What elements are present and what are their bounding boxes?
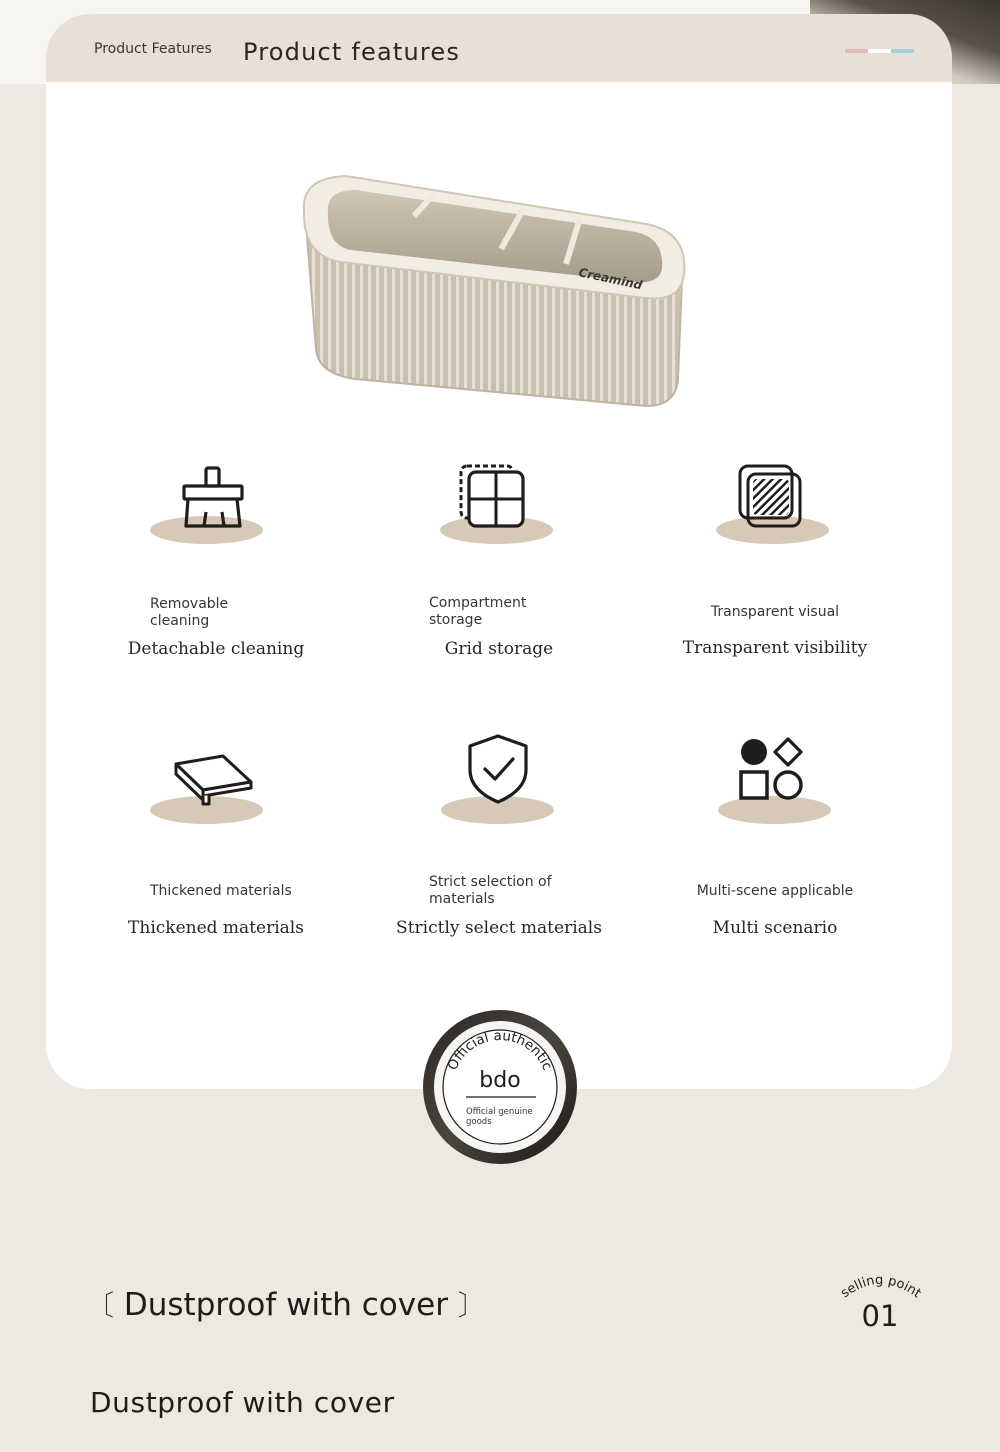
product-brand-text: Creamind: [577, 265, 644, 293]
color-bar-pink: [845, 49, 868, 53]
selling-point-label: selling point: [838, 1272, 924, 1302]
feature-small-label: Removable cleaning: [150, 596, 229, 629]
feature-big-label: Strictly select materials: [396, 918, 602, 938]
feature-small-label: Thickened materials: [150, 883, 292, 899]
bracket-left: 〔: [86, 1289, 115, 1322]
grid-icon: [459, 464, 539, 534]
header-big-title: Product features: [243, 38, 461, 66]
feature-small-label: Transparent visual: [710, 604, 840, 620]
card-header: [46, 14, 952, 82]
seal-brand: bdo: [479, 1068, 521, 1093]
brush-icon: [176, 464, 256, 534]
feature-small-label: Compartment storage: [429, 595, 527, 628]
section-title: [86, 1284, 486, 1324]
feature-big-label: Transparent visibility: [682, 638, 868, 658]
bracket-right: 〕: [457, 1289, 486, 1322]
feature-big-label: Grid storage: [444, 639, 554, 659]
selling-point-number: 01: [861, 1299, 899, 1333]
seal-arc-text: Official authentic: [444, 1027, 556, 1073]
features-card: [46, 14, 952, 1089]
header-color-bars: [845, 49, 914, 53]
feature-big-label: Thickened materials: [128, 918, 304, 938]
seal-note-line2: goods: [466, 1117, 492, 1127]
product-image: [296, 164, 696, 428]
feature-big-label: Multi scenario: [712, 918, 838, 938]
feature-big-label: Detachable cleaning: [127, 639, 305, 659]
color-bar-white: [868, 49, 891, 53]
shapes-icon: [738, 734, 818, 809]
shield-check-icon: [464, 732, 544, 807]
section-subtitle: Dustproof with cover: [90, 1386, 395, 1419]
svg-text:selling point: [838, 1273, 924, 1301]
seal-note-line1: Official genuine: [466, 1107, 533, 1117]
color-bar-blue: [891, 49, 914, 53]
header-small-title: Product Features: [94, 41, 212, 57]
authenticity-seal: [421, 1008, 579, 1166]
section-title-text: Dustproof with cover: [123, 1287, 448, 1323]
thick-board-icon: [171, 744, 261, 814]
transparent-layers-icon: [735, 464, 815, 534]
feature-small-label: Multi-scene applicable: [696, 883, 854, 899]
feature-small-label: Strict selection of materials: [429, 874, 552, 907]
selling-point-badge: [832, 1270, 932, 1342]
